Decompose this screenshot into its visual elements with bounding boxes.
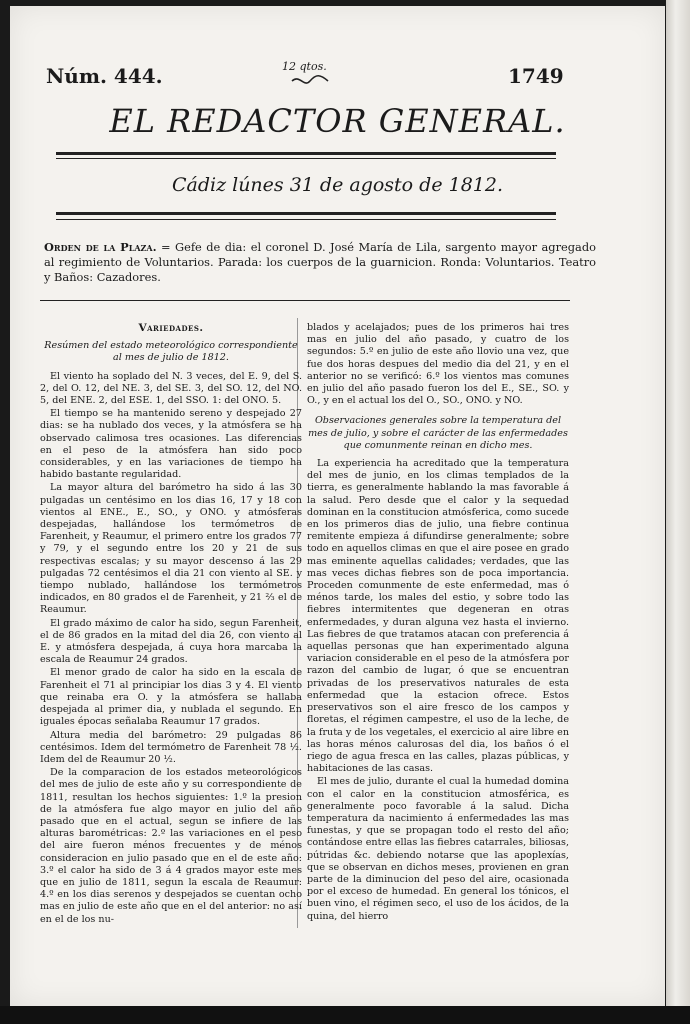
paragraph: El viento ha soplado del N. 3 veces, del E. 9, del S. 2, del O. 12, del NE. 3, del SE. 3, del SO. 12, del NO. 5, del ENE. 2, del ESE. 1, del SSO. 1: del ONO. 5.: [40, 370, 302, 407]
order-text: = Gefe de dia: el coronel D. José María de Lila, sargento mayor agregado al regimiento de Voluntarios. Parada: los cuerpos de la guarnicion. Ronda: Voluntarios. Teatro y Baños: Cazadores.: [44, 240, 596, 284]
observations-subtitle: Observaciones generales sobre la temperatura del mes de julio, y sobre el carácter de las enfermedades que comunmente reinan en dicho mes.: [308, 415, 568, 451]
scan-background: [0, 1006, 690, 1024]
paragraph: De la comparacion de los estados meteorológicos del mes de julio de este año y su correspondiente de 1811, resultan los hechos siguientes: 1.º la presion de la atmósfera fue algo mayor en julio del año pasado que en el actual, segun se infiere de las alturas barométricas: 2.º las variaciones en el peso del aire fueron ménos frecuentes y de ménos consideracion en julio pasado que en el de este año: 3.º el calor ha sido de 3 á 4 grados mayor este mes que en julio de 1811, segun la escala de Reaumur: 4.º en los dias serenos y despejados se cuentan ocho mas en julio de este año que en el del anterior: no así en el de los nu-: [40, 767, 302, 925]
page-edge: [666, 0, 690, 1024]
issue-number: Núm. 444.: [46, 64, 163, 88]
title-rule: [56, 152, 556, 155]
issue-price: 12 qtos.: [282, 60, 327, 73]
paragraph: Altura media del barómetro: 29 pulgadas 86 centésimos. Idem del termómetro de Farenheit 78 ½. Idem del de Reaumur 20 ½.: [40, 729, 302, 765]
paragraph: El menor grado de calor ha sido en la escala de Farenheit el 71 al principiar los dias 3 y 4. El viento que reinaba era O. y la atmósfera se hallaba despejada al primer dia, y nublada el segundo. En iguales épocas señalaba Reaumur 17 grados.: [40, 667, 302, 728]
section-title: Variedades.: [138, 322, 204, 334]
date-rule-thin: [56, 219, 556, 220]
paragraph: blados y acelajados; pues de los primeros hai tres mas en julio del año pasado, y cuatro de los segundos: 5.º en julio de este año llovio una vez, que fue dos horas despues del medio dia del 21, y en el anterior no se verificó: 6.º los vientos mas comunes en julio del año pasado fueron los del E., SE., SO. y O., y en el actual los del O., SO., ONO. y NO.: [307, 322, 569, 407]
page-number: 1749: [508, 64, 564, 88]
right-column: [307, 322, 569, 924]
dateline: Cádiz lúnes 31 de agosto de 1812.: [171, 174, 504, 196]
date-rule: [56, 212, 556, 215]
weather-subtitle: Resúmen del estado meteorológico correspondiente al mes de julio de 1812.: [44, 340, 298, 364]
title-rule-thin: [56, 158, 556, 159]
order-heading: Orden de la Plaza.: [44, 240, 157, 254]
paragraph: El mes de julio, durante el cual la humedad domina con el calor en la constitucion atmosférica, es generalmente poco favorable á la salud. Dicha temperatura da nacimiento á enfermedades las mas funestas, y que se propagan todo el resto del año; contándose entre ellas las fiebres catarrales, biliosas, pútridas &c. debiendo notarse que las apoplexías, que se observan en dichos meses, provienen en gran parte de la diminucion del peso del aire, ocasionada por el exceso de humedad. En general los tónicos, el buen vino, el régimen seco, el uso de los ácidos, de la quina, del hierro: [307, 776, 569, 922]
order-rule: [40, 300, 570, 301]
paragraph: El tiempo se ha mantenido sereno y despejado 27 dias: se ha nublado dos veces, y la atmósfera se ha observado calimosa tres ocasiones. Las diferencias en el peso de la atmósfera han sido poco considerables, y en las variaciones de tiempo ha habido bastante regularidad.: [40, 408, 302, 481]
order-of-the-day: [44, 240, 596, 285]
paragraph: La mayor altura del barómetro ha sido á las 30 pulgadas un centésimo en los dias 16, 17 y 18 con vientos al ENE., E., SO., y ONO. y atmósferas despejadas, hallándose los termómetros de Farenheit, y Reaumur, el primero entre los grados 77 y 79, y el segundo entre los 20 y 21 de sus respectivas escalas; y su mayor descenso á las 29 pulgadas 72 centésimos el dia 21 con viento al SE. y tiempo nublado, hallándose los termómetros indicados, en 80 grados el de Farenheit, y 21 ⅔ el de Reaumur.: [40, 482, 302, 616]
left-column: [40, 322, 302, 927]
paragraph: La experiencia ha acreditado que la temperatura del mes de junio, en los climas templados de la tierra, es generalmente hablando la mas favorable á la salud. Pero desde que el calor y la sequedad dominan en la constitucion atmósferica, como sucede en los primeros dias de julio, una fiebre continua remitente empieza á difundirse generalmente; sobre todo en aquellos climas en que el aire posee en grado mas eminente aquellas calidades; verdades, que las mas veces dichas fiebres son de poca importancia. Proceden comunmente de este enfermedad, mas ó ménos tarde, los males del estio, y sobre todo las fiebres intermitentes que degeneran en otras enfermedades, y duran alguna vez hasta el invierno. Las fiebres de que tratamos atacan con preferencia á aquellas personas que han experimentado alguna variacion considerable en el peso de la atmósfera por razon del cambio de lugar, ó que se encuentran privadas de los preservativos naturales de esta enfermedad que la estacion ofrece. Estos preservativos son el aire fresco de los campos y floretas, el régimen campestre, el uso de la leche, de la fruta y de los vegetales, el exercicio al aire libre en las horas ménos calurosas del dia, los baños ó el riego de agua fresca en las calles, plazas públicas, y habitaciones de las casas.: [307, 458, 569, 775]
paragraph: El grado máximo de calor ha sido, segun Farenheit, el de 86 grados en la mitad del dia 26, con viento al E. y atmósfera despejada, á cuya hora marcaba la escala de Reaumur 24 grados.: [40, 617, 302, 666]
newspaper-page: [10, 6, 665, 1006]
newspaper-title: EL REDACTOR GENERAL.: [109, 102, 566, 140]
flourish-ornament: [290, 74, 330, 88]
